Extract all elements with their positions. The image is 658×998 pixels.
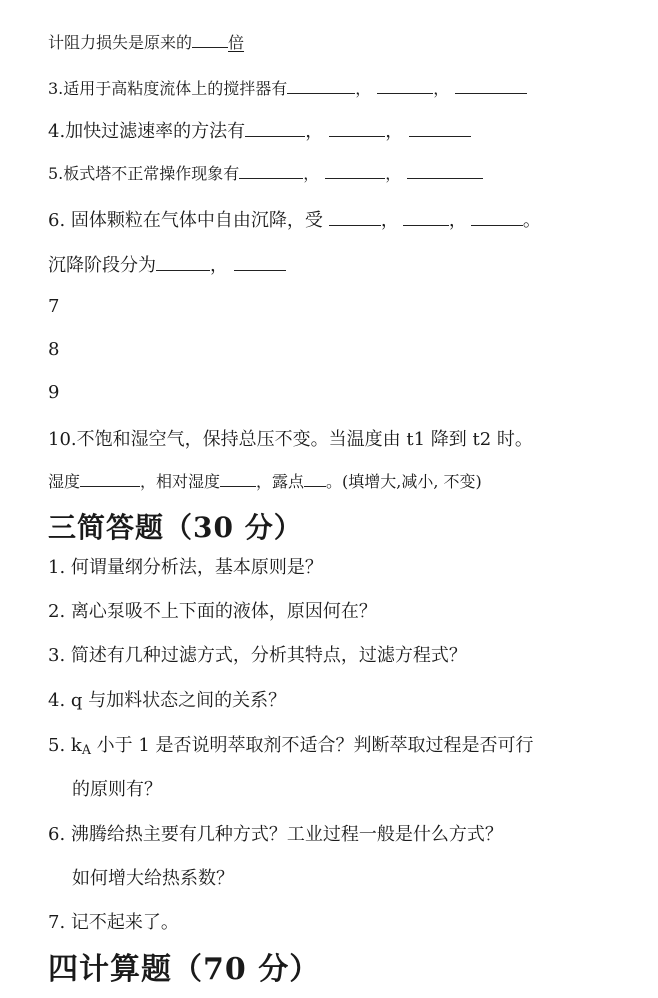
q6b-text: 沉降阶段分为 bbox=[48, 255, 156, 276]
q2-tail-text: 计阻力损失是原来的 bbox=[48, 33, 193, 52]
q5-blank-3 bbox=[407, 163, 483, 179]
q3-sep-1: ， bbox=[355, 79, 372, 98]
q3-sep-2: ， bbox=[433, 79, 450, 98]
q9-line: 9 bbox=[48, 382, 60, 403]
q10b-hint: 。(填增大,减小, 不变) bbox=[326, 472, 482, 491]
q10b-blank-3 bbox=[304, 471, 326, 487]
q10-line: 10.不饱和湿空气，保持总压不变。当温度由 t1 降到 t2 时。 bbox=[48, 429, 533, 450]
q5-sep-2: ， bbox=[385, 164, 402, 183]
s3-item-6: 6. 沸腾给热主要有几种方式？工业过程一般是什么方式？ bbox=[48, 824, 503, 845]
q3-line bbox=[48, 76, 527, 99]
q10b-blank-2 bbox=[220, 471, 256, 487]
q4-blank-2 bbox=[329, 119, 385, 137]
q3-blank-2 bbox=[377, 78, 433, 94]
q6b-sep: ， bbox=[210, 255, 228, 276]
q3-blank-1 bbox=[287, 78, 355, 94]
q5-sep-1: ， bbox=[303, 164, 320, 183]
q2-tail-line bbox=[48, 30, 244, 53]
q10b-dew-point-label: ，露点 bbox=[256, 472, 305, 491]
s3-item-4: 4. q 与加料状态之间的关系？ bbox=[48, 690, 287, 711]
s3-item-1: 1. 何谓量纲分析法，基本原则是？ bbox=[48, 557, 323, 578]
q5-blank-1 bbox=[239, 163, 303, 179]
q6-blank-2 bbox=[403, 208, 449, 226]
section4-title: 四计算题（70 分） bbox=[48, 952, 321, 987]
q5-text: 5.板式塔不正常操作现象有 bbox=[48, 164, 240, 183]
s3-item-5-cont: 的原则有？ bbox=[72, 779, 162, 800]
s3-item-5-text: 小于 1 是否说明萃取剂不适合？判断萃取过程是否可行 bbox=[90, 735, 534, 756]
section3-title: 三简答题（30 分） bbox=[48, 511, 303, 544]
q7-line: 7 bbox=[48, 296, 60, 317]
s3-item-7: 7. 记不起来了。 bbox=[48, 912, 179, 933]
q4-blank-1 bbox=[245, 119, 305, 137]
q10b-humidity-label: 湿度 bbox=[48, 472, 81, 491]
q6-sep-2: ， bbox=[448, 210, 467, 231]
q6-line bbox=[48, 206, 541, 232]
q6-text: 6. 固体颗粒在气体中自由沉降，受 bbox=[48, 210, 323, 231]
s3-item-5-prefix: 5. k bbox=[48, 735, 82, 756]
q5-blank-2 bbox=[325, 163, 385, 179]
q6-blank-3 bbox=[471, 208, 523, 226]
s3-item-5 bbox=[48, 731, 534, 757]
q6-end: 。 bbox=[522, 210, 541, 231]
q6b-blank-1 bbox=[156, 253, 210, 271]
q6b-blank-2 bbox=[234, 253, 286, 271]
q4-blank-3 bbox=[409, 119, 471, 137]
q5-line bbox=[48, 161, 483, 184]
q2-blank bbox=[192, 32, 228, 48]
s3-item-6-cont: 如何增大给热系数？ bbox=[72, 868, 234, 889]
s3-item-5-subscript: A bbox=[81, 742, 91, 758]
q4-line bbox=[48, 117, 471, 143]
q4-text: 4.加快过滤速率的方法有 bbox=[48, 121, 246, 142]
q6b-line bbox=[48, 251, 286, 277]
s3-item-3: 3. 简述有几种过滤方式，分析其特点，过滤方程式？ bbox=[48, 645, 467, 666]
q8-line: 8 bbox=[48, 339, 60, 360]
q10b-line bbox=[48, 469, 482, 492]
q10b-blank-1 bbox=[80, 471, 140, 487]
q10b-relative-humidity-label: ，相对湿度 bbox=[140, 472, 221, 491]
q3-blank-3 bbox=[455, 78, 527, 94]
q4-sep-2: ， bbox=[385, 121, 404, 142]
q4-sep-1: ， bbox=[305, 121, 324, 142]
q3-text: 3.适用于高粘度流体上的搅拌器有 bbox=[48, 79, 288, 98]
q6-sep-1: ， bbox=[380, 210, 399, 231]
s3-item-2: 2. 离心泵吸不上下面的液体，原因何在？ bbox=[48, 601, 377, 622]
q2-underlined-answer: 倍 bbox=[228, 33, 245, 52]
q6-blank-1 bbox=[329, 208, 381, 226]
